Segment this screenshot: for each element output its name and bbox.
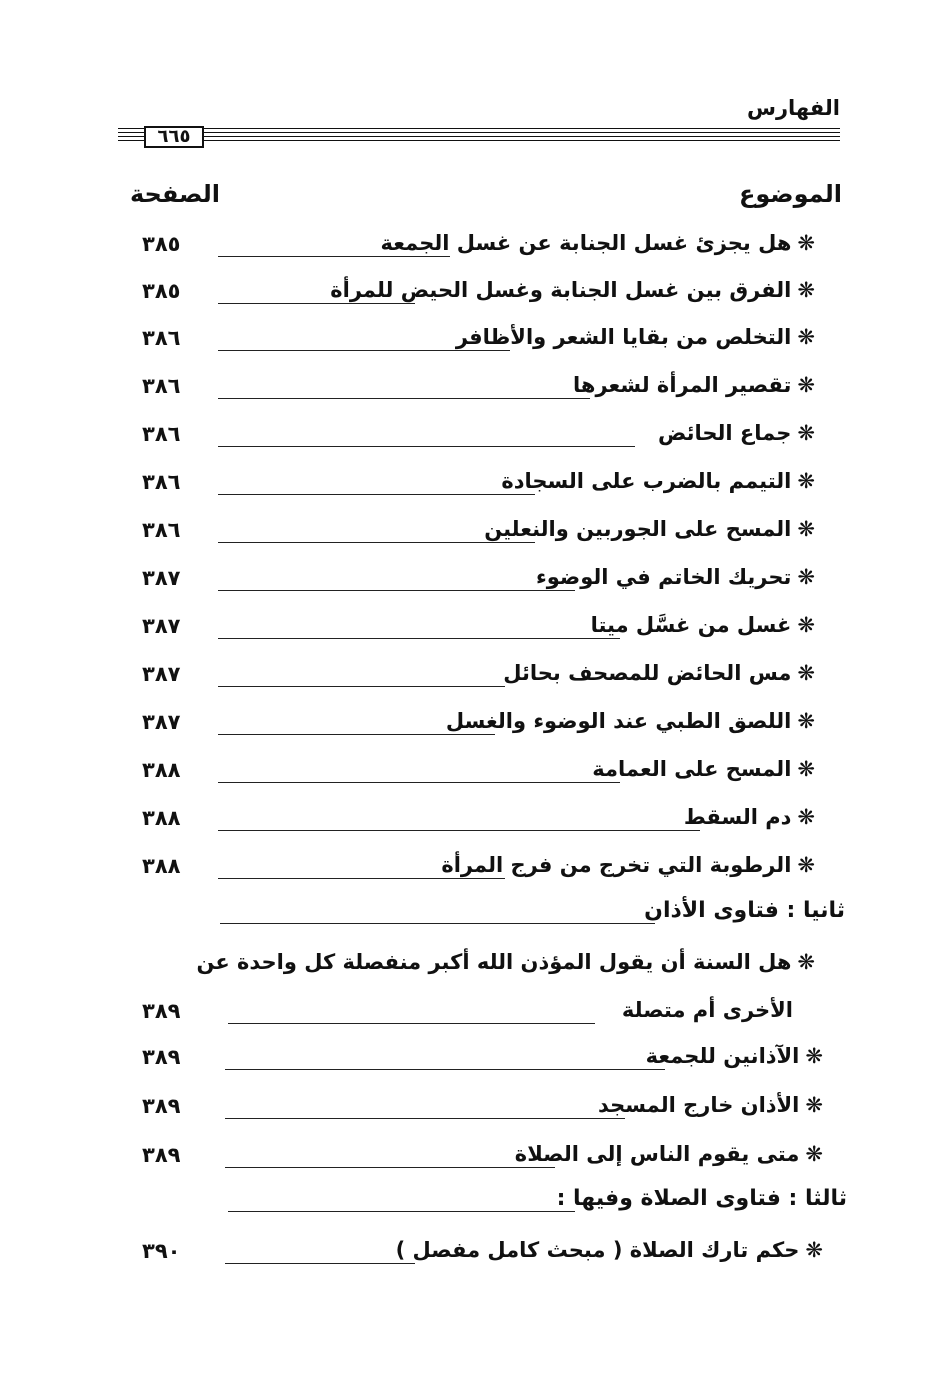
entry-text: الفرق بين غسل الجنابة وغسل الحيض للمرأة xyxy=(330,278,792,302)
dot-leader xyxy=(225,1167,555,1168)
toc-entry xyxy=(130,421,845,461)
entry-page-number: ٣٨٧ xyxy=(142,614,181,638)
dot-leader xyxy=(218,638,620,639)
entry-text: التيمم بالضرب على السجادة xyxy=(501,469,792,493)
rule-line xyxy=(118,140,840,141)
dot-leader xyxy=(218,256,450,257)
toc-entry xyxy=(130,1142,845,1182)
dot-leader xyxy=(218,542,535,543)
bullet-icon: ❋ xyxy=(797,278,815,302)
dot-leader xyxy=(220,923,655,924)
entry-title xyxy=(684,805,815,829)
toc-entry xyxy=(130,709,845,749)
bullet-icon: ❋ xyxy=(805,1238,823,1262)
dot-leader xyxy=(218,303,415,304)
dot-leader xyxy=(218,830,700,831)
bullet-icon: ❋ xyxy=(797,421,815,445)
entry-page-number: ٣٨٨ xyxy=(142,758,181,782)
entry-text: ثالثا : فتاوى الصلاة وفيها : xyxy=(556,1186,847,1211)
dot-leader xyxy=(228,1211,575,1212)
entry-page-number: ٣٨٨ xyxy=(142,854,181,878)
bullet-icon: ❋ xyxy=(797,805,815,829)
toc-entry xyxy=(130,757,845,797)
dot-leader xyxy=(225,1263,415,1264)
entry-text: اللصق الطبي عند الوضوء والغسل xyxy=(445,709,792,733)
entry-text: الآذانين للجمعة xyxy=(645,1044,800,1068)
bullet-icon: ❋ xyxy=(797,325,815,349)
bullet-icon: ❋ xyxy=(797,757,815,781)
dot-leader xyxy=(218,686,505,687)
entry-text: الأخرى أم متصلة xyxy=(621,998,793,1022)
entry-text: حكم تارك الصلاة ( مبحث كامل مفصل ) xyxy=(395,1238,800,1262)
bullet-icon: ❋ xyxy=(797,517,815,541)
entry-page-number: ٣٨٦ xyxy=(142,470,181,494)
entry-title xyxy=(646,1044,823,1068)
entry-title xyxy=(622,998,793,1022)
column-header-topic: الموضوع xyxy=(738,180,842,208)
dot-leader xyxy=(218,494,535,495)
entry-text: متى يقوم الناس إلى الصلاة xyxy=(514,1142,800,1166)
entry-title xyxy=(330,278,815,302)
header-rule xyxy=(118,126,840,148)
entry-page-number: ٣٨٦ xyxy=(142,518,181,542)
dot-leader xyxy=(218,878,505,879)
entry-title xyxy=(196,950,815,974)
toc-entry xyxy=(130,373,845,413)
entry-text: هل السنة أن يقول المؤذن الله أكبر منفصلة كل واحدة عن xyxy=(196,950,792,974)
entry-title xyxy=(503,661,815,685)
entry-text: هل يجزئ غسل الجنابة عن غسل الجمعة xyxy=(380,231,792,255)
toc-entry xyxy=(130,565,845,605)
bullet-icon: ❋ xyxy=(797,853,815,877)
dot-leader xyxy=(218,398,590,399)
toc-entry xyxy=(130,278,845,318)
page-number: ٦٦٥ xyxy=(144,126,204,148)
entry-text: الأذان خارج المسجد xyxy=(597,1093,800,1117)
entry-page-number: ٣٨٨ xyxy=(142,806,181,830)
rule-line xyxy=(118,136,840,137)
rule-line xyxy=(118,128,840,129)
entry-page-number: ٣٨٦ xyxy=(142,422,181,446)
bullet-icon: ❋ xyxy=(805,1044,823,1068)
entry-title xyxy=(381,231,815,255)
dot-leader xyxy=(218,590,575,591)
toc-entry-continued xyxy=(130,998,845,1038)
section-heading xyxy=(644,898,845,923)
dot-leader xyxy=(225,1118,625,1119)
bullet-icon: ❋ xyxy=(797,950,815,974)
entry-title xyxy=(484,517,815,541)
bullet-icon: ❋ xyxy=(797,613,815,637)
toc-entry xyxy=(130,805,845,845)
entry-title xyxy=(501,469,815,493)
entry-text: تقصير المرأة لشعرها xyxy=(573,373,792,397)
bullet-icon: ❋ xyxy=(797,373,815,397)
toc-entry-multiline xyxy=(130,950,845,990)
bullet-icon: ❋ xyxy=(797,231,815,255)
toc-entry xyxy=(130,517,845,557)
entry-title xyxy=(591,613,815,637)
bullet-icon: ❋ xyxy=(797,469,815,493)
rule-line xyxy=(118,132,840,133)
entry-page-number: ٣٨٥ xyxy=(142,232,181,256)
dot-leader xyxy=(218,446,635,447)
entry-title xyxy=(598,1093,823,1117)
entry-text: جماع الحائض xyxy=(657,421,792,445)
entry-title xyxy=(515,1142,823,1166)
entry-title xyxy=(441,853,815,877)
toc-entry xyxy=(130,469,845,509)
toc-entry xyxy=(130,1093,845,1133)
entry-title xyxy=(446,709,815,733)
toc-entry xyxy=(130,853,845,893)
entry-page-number: ٣٨٧ xyxy=(142,662,181,686)
entry-text: مس الحائض للمصحف بحائل xyxy=(503,661,792,685)
bullet-icon: ❋ xyxy=(797,565,815,589)
dot-leader xyxy=(218,782,620,783)
entry-text: المسح على الجوربين والنعلين xyxy=(484,517,792,541)
bullet-icon: ❋ xyxy=(797,709,815,733)
running-title: الفهارس xyxy=(746,96,840,120)
entry-title xyxy=(592,757,815,781)
entry-page-number: ٣٨٩ xyxy=(142,1045,181,1069)
entry-page-number: ٣٨٩ xyxy=(142,1094,181,1118)
entry-page-number: ٣٨٥ xyxy=(142,279,181,303)
entry-text: تحريك الخاتم في الوضوء xyxy=(536,565,792,589)
column-header-page: الصفحة xyxy=(130,180,221,208)
dot-leader xyxy=(228,1023,595,1024)
bullet-icon: ❋ xyxy=(805,1142,823,1166)
entry-title xyxy=(396,1238,823,1262)
section-heading-row xyxy=(130,898,845,938)
section-heading xyxy=(557,1186,847,1211)
entry-text: غسل من غسَّل ميتا xyxy=(590,613,792,637)
entry-page-number: ٣٨٦ xyxy=(142,374,181,398)
entry-text: التخلص من بقايا الشعر والأظافر xyxy=(455,325,792,349)
toc-entry xyxy=(130,231,845,271)
bullet-icon: ❋ xyxy=(797,661,815,685)
entry-text: ثانيا : فتاوى الأذان xyxy=(644,898,845,923)
toc-entry xyxy=(130,325,845,365)
entry-text: الرطوبة التي تخرج من فرج المرأة xyxy=(441,853,792,877)
dot-leader xyxy=(225,1069,665,1070)
entry-text: المسح على العمامة xyxy=(592,757,792,781)
toc-entry xyxy=(130,661,845,701)
toc-entry xyxy=(130,613,845,653)
entry-title xyxy=(658,421,815,445)
entry-page-number: ٣٩٠ xyxy=(142,1239,181,1263)
bullet-icon: ❋ xyxy=(805,1093,823,1117)
dot-leader xyxy=(218,734,495,735)
section-heading-row xyxy=(130,1186,845,1226)
entry-title xyxy=(536,565,815,589)
entry-page-number: ٣٨٩ xyxy=(142,999,181,1023)
entry-page-number: ٣٨٧ xyxy=(142,710,181,734)
toc-entry xyxy=(130,1044,845,1084)
dot-leader xyxy=(218,350,510,351)
toc-entry xyxy=(130,1238,845,1278)
entry-title xyxy=(573,373,815,397)
entry-text: دم السقط xyxy=(683,805,792,829)
entry-page-number: ٣٨٧ xyxy=(142,566,181,590)
entry-page-number: ٣٨٩ xyxy=(142,1143,181,1167)
entry-page-number: ٣٨٦ xyxy=(142,326,181,350)
entry-title xyxy=(456,325,815,349)
